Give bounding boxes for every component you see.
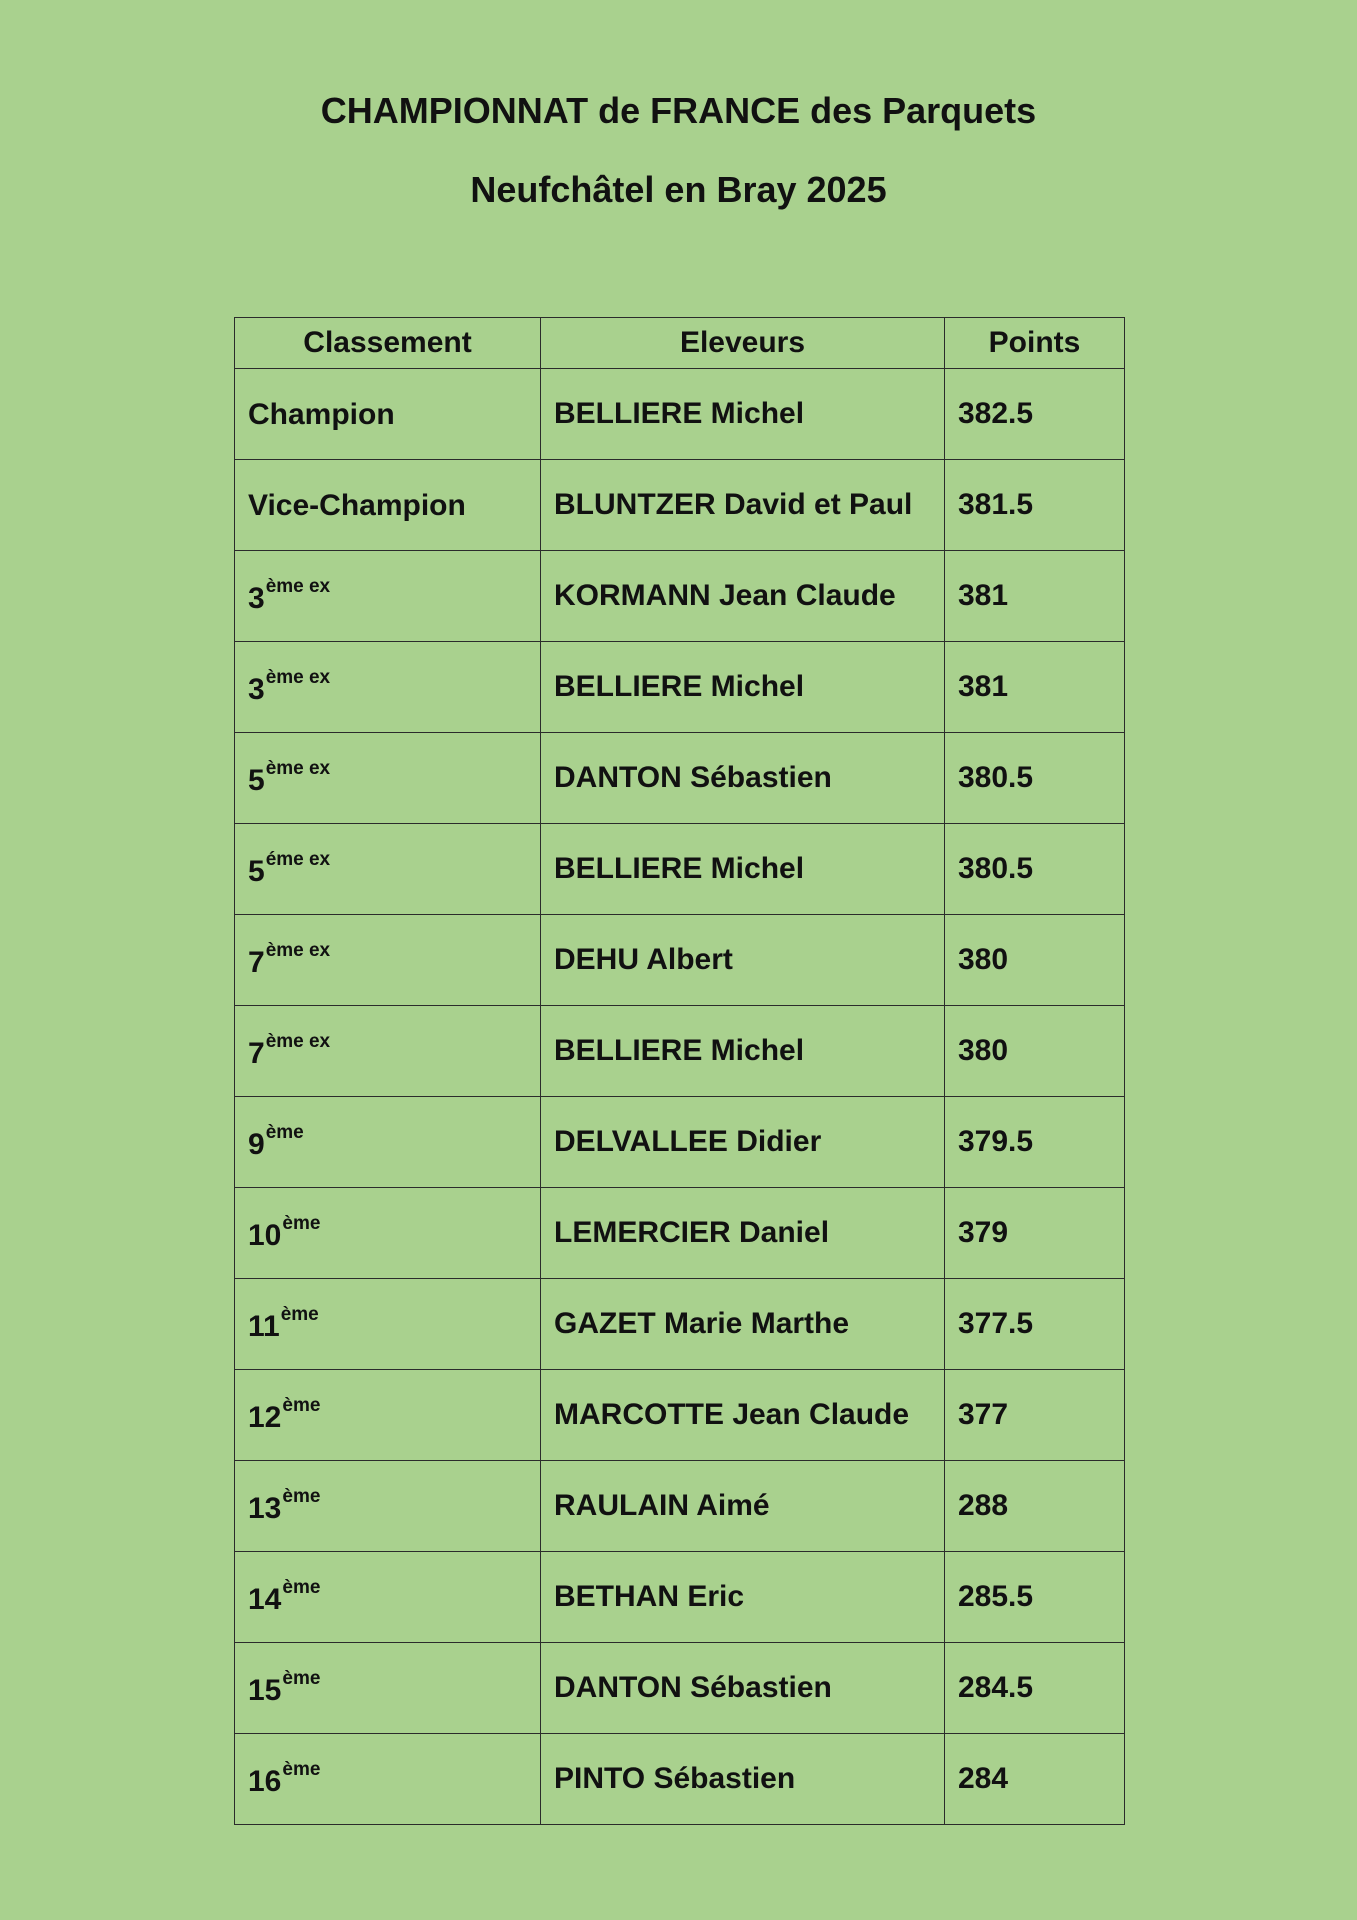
rank-cell xyxy=(235,1097,541,1188)
points-cell: 380.5 xyxy=(945,733,1125,824)
breeder-cell: PINTO Sébastien xyxy=(541,1734,945,1825)
rank-suffix: ème ex xyxy=(265,758,331,780)
table-row xyxy=(235,1552,1125,1643)
breeder-cell: BELLIERE Michel xyxy=(541,1006,945,1097)
points-cell: 284 xyxy=(945,1734,1125,1825)
table-row xyxy=(235,642,1125,733)
page-subtitle: Neufchâtel en Bray 2025 xyxy=(470,169,887,210)
rank-cell xyxy=(235,1370,541,1461)
table-row xyxy=(235,551,1125,642)
table-row xyxy=(235,369,1125,460)
rank-cell xyxy=(235,460,541,551)
points-cell: 377.5 xyxy=(945,1279,1125,1370)
rank-cell xyxy=(235,642,541,733)
breeder-cell: BELLIERE Michel xyxy=(541,369,945,460)
breeder-cell: BELLIERE Michel xyxy=(541,824,945,915)
column-header-points: Points xyxy=(945,318,1125,369)
column-header-classement: Classement xyxy=(235,318,541,369)
rank-cell xyxy=(235,1552,541,1643)
results-table xyxy=(234,317,1125,1825)
table-header-row xyxy=(235,318,1125,369)
breeder-cell: RAULAIN Aimé xyxy=(541,1461,945,1552)
table-row xyxy=(235,460,1125,551)
rank-suffix: éme ex xyxy=(265,849,331,871)
column-header-eleveurs: Eleveurs xyxy=(541,318,945,369)
breeder-cell: KORMANN Jean Claude xyxy=(541,551,945,642)
points-cell: 379.5 xyxy=(945,1097,1125,1188)
points-cell: 284.5 xyxy=(945,1643,1125,1734)
rank-suffix: ème xyxy=(282,1213,321,1235)
points-cell: 381.5 xyxy=(945,460,1125,551)
rank-cell xyxy=(235,733,541,824)
points-cell: 382.5 xyxy=(945,369,1125,460)
rank-cell xyxy=(235,1734,541,1825)
points-cell: 380 xyxy=(945,1006,1125,1097)
rank-cell xyxy=(235,1006,541,1097)
table-row xyxy=(235,915,1125,1006)
rank-value: 15 xyxy=(248,1673,282,1707)
breeder-cell: DANTON Sébastien xyxy=(541,733,945,824)
rank-suffix: ème xyxy=(282,1395,321,1417)
points-cell: 379 xyxy=(945,1188,1125,1279)
rank-value: 5 xyxy=(248,854,265,888)
table-row xyxy=(235,1734,1125,1825)
breeder-cell: DELVALLEE Didier xyxy=(541,1097,945,1188)
rank-value: 14 xyxy=(248,1582,282,1616)
rank-value: 3 xyxy=(248,581,265,615)
breeder-cell: LEMERCIER Daniel xyxy=(541,1188,945,1279)
page-title: CHAMPIONNAT de FRANCE des Parquets xyxy=(320,90,1037,131)
points-cell: 285.5 xyxy=(945,1552,1125,1643)
rank-cell xyxy=(235,1643,541,1734)
rank-cell xyxy=(235,551,541,642)
table-row xyxy=(235,1279,1125,1370)
rank-suffix: ème xyxy=(265,1122,304,1144)
table-row xyxy=(235,1370,1125,1461)
rank-suffix: ème xyxy=(280,1304,319,1326)
breeder-cell: DEHU Albert xyxy=(541,915,945,1006)
breeder-cell: BLUNTZER David et Paul xyxy=(541,460,945,551)
rank-value: 12 xyxy=(248,1400,282,1434)
rank-cell xyxy=(235,369,541,460)
points-cell: 381 xyxy=(945,642,1125,733)
rank-value: 13 xyxy=(248,1491,282,1525)
points-cell: 288 xyxy=(945,1461,1125,1552)
rank-value: 9 xyxy=(248,1127,265,1161)
rank-suffix: ème xyxy=(282,1759,321,1781)
rank-value: Champion xyxy=(248,397,395,431)
rank-cell xyxy=(235,1461,541,1552)
table-row xyxy=(235,1097,1125,1188)
table-row xyxy=(235,1188,1125,1279)
rank-value: Vice-Champion xyxy=(248,488,466,522)
rank-suffix: ème xyxy=(282,1486,321,1508)
rank-cell xyxy=(235,1188,541,1279)
rank-suffix: ème ex xyxy=(265,1031,331,1053)
table-row xyxy=(235,1643,1125,1734)
breeder-cell: BELLIERE Michel xyxy=(541,642,945,733)
points-cell: 377 xyxy=(945,1370,1125,1461)
rank-value: 11 xyxy=(248,1309,280,1343)
rank-suffix: ème ex xyxy=(265,667,331,689)
breeder-cell: MARCOTTE Jean Claude xyxy=(541,1370,945,1461)
rank-value: 3 xyxy=(248,672,265,706)
table-row xyxy=(235,733,1125,824)
rank-value: 10 xyxy=(248,1218,282,1252)
rank-value: 7 xyxy=(248,1036,265,1070)
rank-cell xyxy=(235,1279,541,1370)
table-row xyxy=(235,1461,1125,1552)
points-cell: 381 xyxy=(945,551,1125,642)
table-row xyxy=(235,824,1125,915)
breeder-cell: BETHAN Eric xyxy=(541,1552,945,1643)
breeder-cell: GAZET Marie Marthe xyxy=(541,1279,945,1370)
rank-suffix: ème xyxy=(282,1668,321,1690)
rank-value: 16 xyxy=(248,1764,282,1798)
points-cell: 380.5 xyxy=(945,824,1125,915)
rank-value: 5 xyxy=(248,763,265,797)
rank-suffix: ème ex xyxy=(265,940,331,962)
rank-suffix: ème xyxy=(282,1577,321,1599)
rank-suffix: ème ex xyxy=(265,576,331,598)
points-cell: 380 xyxy=(945,915,1125,1006)
rank-cell xyxy=(235,824,541,915)
breeder-cell: DANTON Sébastien xyxy=(541,1643,945,1734)
table-row xyxy=(235,1006,1125,1097)
rank-value: 7 xyxy=(248,945,265,979)
rank-cell xyxy=(235,915,541,1006)
